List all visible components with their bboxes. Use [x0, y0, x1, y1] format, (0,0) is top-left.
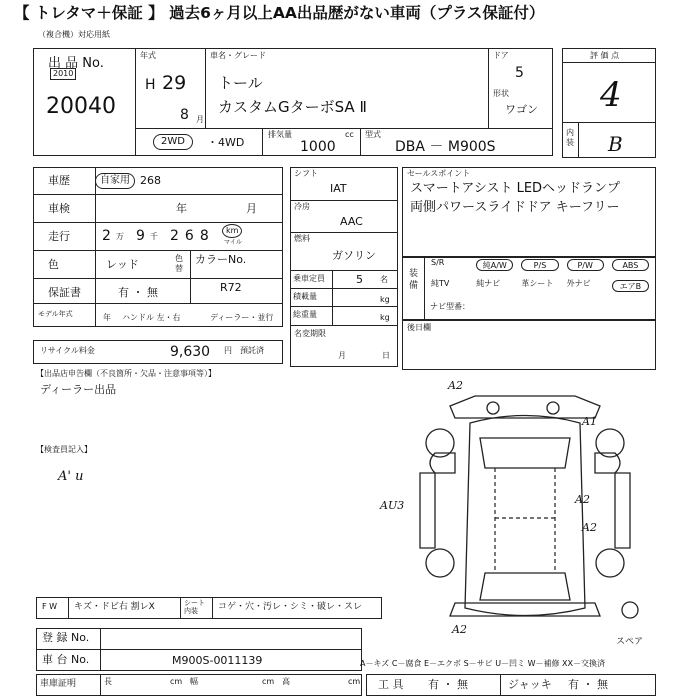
- cc-unit: cc: [345, 130, 354, 139]
- equipment-item: 純A/W: [476, 259, 513, 271]
- cert-cm-1: cm: [170, 677, 183, 686]
- car-grade: カスタムGターボSA Ⅱ: [218, 98, 367, 116]
- interior-grade: B: [608, 132, 623, 156]
- declaration-value: ディーラー出品: [40, 383, 117, 396]
- diagram-mark-5: A2: [582, 521, 597, 534]
- change-month: 月: [338, 351, 346, 360]
- inspector-label: 【検査員記入】: [36, 445, 92, 454]
- lot-year-stamp: 2010: [50, 68, 76, 80]
- chassis-number: M900S-0011139: [172, 654, 263, 667]
- tools-value: 有 ・ 無: [428, 678, 468, 691]
- mileage-man: 2: [102, 228, 111, 244]
- color-no: R72: [220, 281, 242, 294]
- declaration-label: 【出品店申告欄（不良箇所・欠品・注意事項等）】: [36, 369, 216, 378]
- ac-value: AAC: [340, 215, 363, 228]
- displacement: 1000: [300, 139, 336, 155]
- jack-value: 有 ・ 無: [568, 678, 608, 691]
- lot-number: 20040: [46, 94, 116, 119]
- defect-legend: A－キズ C－腐食 E－エクボ S－サビ U－凹ミ W－補修 XX－交換済: [360, 659, 606, 668]
- cert-length: 長: [104, 677, 112, 686]
- after-label: 後日欄: [407, 323, 431, 332]
- drive-4wd: ・4WD: [207, 136, 245, 149]
- chassis-label: 車 台 No.: [42, 653, 90, 666]
- fw-label: F W: [42, 602, 58, 611]
- equipment-item: 外ナビ: [566, 279, 591, 288]
- model-year-unit: 年: [103, 313, 111, 322]
- equipment-item: 純ナビ: [476, 279, 501, 288]
- page-title: 【 トレタマ＋保証 】 過去6ヶ月以上AA出品歴がない車両（プラス保証付）: [14, 4, 545, 22]
- mileage-label: 走行: [48, 230, 70, 243]
- load-kg: kg: [380, 295, 390, 304]
- door-label: ドア: [493, 51, 509, 60]
- car-name: トール: [218, 74, 263, 92]
- change-label: 名変期限: [294, 329, 326, 338]
- score-label: 評 価 点: [590, 51, 620, 60]
- mileage-man-unit: 万: [116, 232, 124, 241]
- interior-label: 内装: [566, 128, 574, 147]
- history-label: 車歴: [48, 174, 70, 187]
- capacity-unit: 名: [380, 275, 388, 284]
- body-type: ワゴン: [505, 103, 538, 116]
- mile-unit: マイル: [224, 239, 242, 246]
- capacity-label: 乗車定員: [293, 274, 325, 283]
- handle-side: ハンドル 左・右: [122, 313, 181, 322]
- top-note: （複合機）対応用紙: [38, 30, 110, 39]
- year-label: 年式: [140, 51, 156, 60]
- equipment-grid: [428, 259, 654, 317]
- color-value: レッド: [106, 258, 139, 271]
- lot-label: 出 品 No.: [48, 56, 104, 71]
- color-no-label: カラーNo.: [195, 253, 247, 266]
- model-month: 8: [180, 107, 189, 123]
- history-private-circled: 自家用: [95, 173, 135, 189]
- model-year: 29: [162, 72, 187, 94]
- jack-label: ジャッキ: [508, 678, 552, 691]
- diagram-mark-1: A2: [448, 379, 463, 392]
- equipment-item: ABS: [612, 259, 649, 271]
- equipment-item: S/R: [431, 258, 445, 267]
- diagram-mark-2: A1: [582, 415, 597, 428]
- garage-cert-label: 車庫証明: [40, 679, 77, 689]
- door-count: 5: [515, 65, 524, 81]
- recycle-note: 預託済: [240, 346, 264, 355]
- model-label: 型式: [365, 130, 381, 139]
- garage-cert-box: [36, 674, 362, 696]
- dealer-import: ディーラー・並行: [210, 313, 274, 322]
- score-value: 4: [600, 75, 622, 115]
- recolor-label: 色替: [175, 254, 183, 273]
- equipment-item: 純TV: [431, 279, 450, 288]
- mileage-sen-unit: 千: [150, 232, 158, 241]
- mileage-rest: 268: [170, 228, 215, 244]
- selling-points-line1: スマートアシスト LEDヘッドランプ: [410, 181, 621, 196]
- displacement-label: 排気量: [268, 130, 292, 139]
- mileage-sen: 9: [136, 228, 145, 244]
- fuel-label: 燃料: [294, 234, 310, 243]
- change-day: 日: [382, 351, 390, 360]
- diagram-mark-4: A2: [575, 493, 590, 506]
- cert-height: 高: [282, 677, 290, 686]
- seat-defects: コゲ・穴・汚レ・シミ・破レ・スレ: [218, 602, 363, 612]
- equipment-label: 装備: [409, 269, 419, 291]
- drive-2wd-circled: 2WD: [153, 134, 193, 150]
- body-label: 形状: [493, 89, 509, 98]
- recycle-value: 9,630: [170, 344, 211, 360]
- defect-items: キズ・ドビ右 割レX: [74, 602, 155, 612]
- cert-cm-3: cm: [348, 677, 361, 686]
- tools-label: 工 具: [378, 678, 404, 691]
- reg-label: 登 録 No.: [42, 631, 90, 644]
- recycle-unit: 円: [224, 346, 232, 355]
- inspection-month: 月: [246, 202, 257, 215]
- shift-value: IAT: [330, 182, 347, 195]
- recycle-label: リサイクル料金: [40, 346, 95, 355]
- equipment-item: 革シート: [521, 279, 554, 288]
- fuel-value: ガソリン: [332, 249, 376, 262]
- ac-label: 冷房: [294, 202, 310, 211]
- equipment-item: P/S: [521, 259, 558, 271]
- after-box: [402, 320, 656, 370]
- equipment-item: P/W: [567, 259, 604, 271]
- spare-label: スペア: [616, 637, 644, 647]
- capacity-value: 5: [356, 273, 363, 286]
- model-code: DBA － M900S: [395, 139, 496, 155]
- gross-kg: kg: [380, 313, 390, 322]
- name-label: 車名・グレード: [210, 51, 266, 60]
- history-rest: 268: [140, 174, 161, 187]
- load-label: 積載量: [293, 292, 317, 301]
- diagram-mark-3: AU3: [380, 499, 405, 512]
- cert-cm-2: cm: [262, 677, 275, 686]
- selling-points-line2: 両側パワースライドドア キーフリー: [410, 200, 620, 215]
- era: H: [145, 77, 156, 93]
- car-damage-diagram: [395, 378, 665, 638]
- month-unit: 月: [196, 115, 204, 124]
- warranty-label: 保証書: [48, 286, 81, 299]
- inspection-label: 車検: [48, 202, 70, 215]
- shift-label: シフト: [294, 169, 318, 178]
- color-label: 色: [48, 258, 59, 271]
- cert-width: 幅: [190, 677, 198, 686]
- equipment-item: エアB: [612, 280, 649, 292]
- selling-points-label: セールスポイント: [407, 169, 471, 178]
- inspection-year: 年: [176, 202, 187, 215]
- inspector-note: A' u: [58, 469, 84, 484]
- navi-model-label: ナビ型番：: [430, 302, 470, 311]
- diagram-mark-6: A2: [452, 623, 467, 636]
- km-unit: km: [226, 226, 239, 235]
- warranty-value: 有 ・ 無: [118, 286, 158, 299]
- seat-label: シート内装: [184, 599, 205, 615]
- gross-label: 総重量: [293, 310, 317, 319]
- model-year-label: モデル年式: [38, 310, 73, 318]
